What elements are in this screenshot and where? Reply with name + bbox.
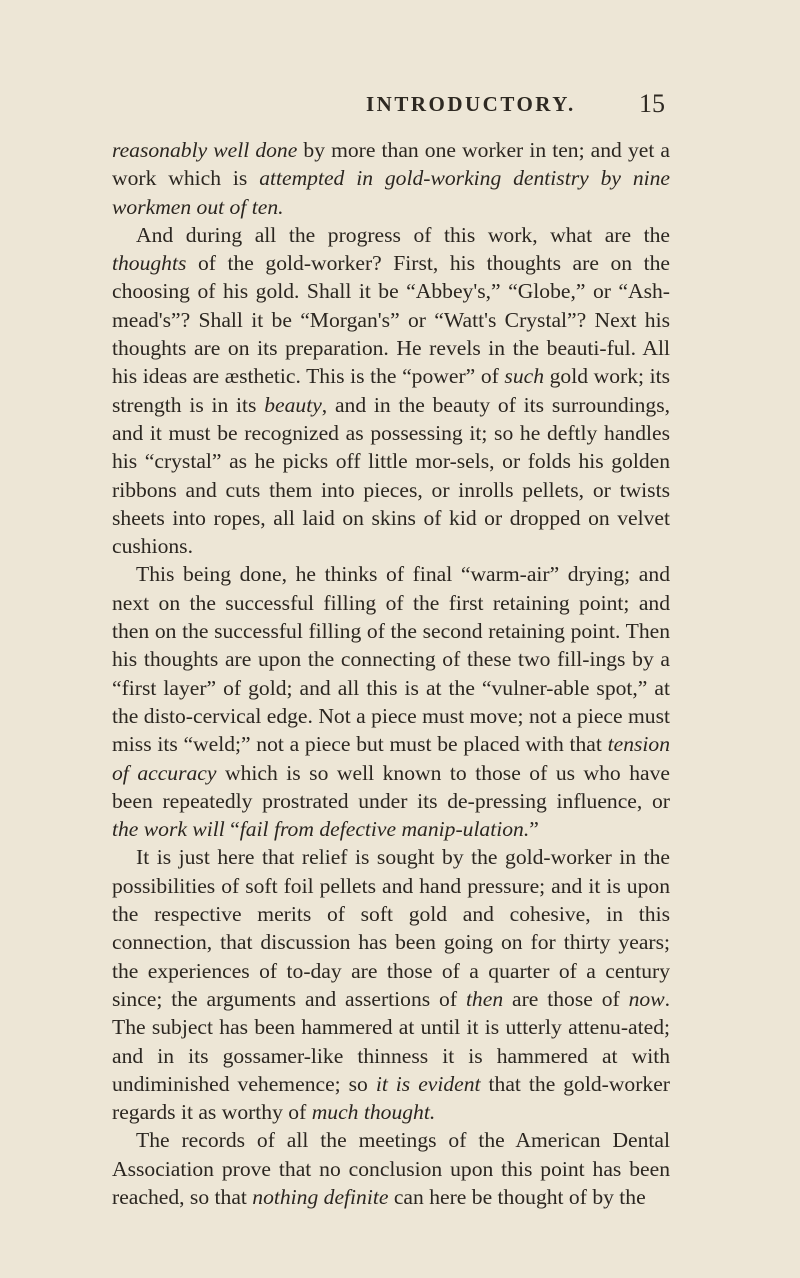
text-run: that the gold-worker regards it as worthy of (112, 1071, 670, 1125)
chapter-heading: INTRODUCTORY. (366, 92, 576, 116)
paragraph (112, 221, 670, 561)
paragraph (112, 136, 670, 221)
text-run: . The subject has been hammered at until it is utterly attenu-ated; and in its gossamer-like thinness it is hammered at with undiminished vehemence; so (112, 986, 670, 1096)
text-run: This being done, he thinks of final “warm-air” drying; and next on the successful filling of the first retaining point; and then on the successful filling of the second retaining point. Then his thoughts are upon the connecting of these two fill-ings by a “first layer” of gold; and all this is at the “vulner-able spot,” at the disto-cervical edge. Not a piece must move; not a piece must miss its “weld;” not a piece but must be placed with that (112, 562, 670, 757)
italic-run: much thought. (311, 1100, 436, 1125)
italic-run: now (628, 986, 665, 1011)
text-run: ” (529, 817, 539, 842)
italic-run: it is evident (375, 1071, 481, 1096)
text-run: And during all the progress of this work, what are the (136, 222, 670, 247)
italic-run: attempted in gold-working dentistry by nine workmen out of ten. (112, 166, 670, 219)
paragraph (112, 843, 670, 1126)
paragraph (112, 1126, 670, 1211)
italic-run: fail from defective manip-ulation. (239, 817, 530, 842)
italic-run: then (465, 986, 504, 1011)
italic-run: beauty (264, 392, 322, 417)
text-run: which is so well known to those of us who have been repeatedly prostrated under its de-pressing influence, or (112, 760, 671, 813)
paragraph (112, 560, 670, 843)
italic-run: nothing definite (252, 1184, 389, 1209)
italic-run: tension of accuracy (112, 732, 670, 785)
text-run: , and in the beauty of its surroundings, and it must be recognized as possessing it; so he deftly handles his “crystal” as he picks off little mor-sels, or folds his golden ribbons and cuts them into pieces, or inrolls pellets, or twists sheets into ropes, all laid on skins of kid or dropped on velvet cushions. (112, 392, 671, 559)
page-number: 15 (639, 89, 665, 118)
italic-run: such (504, 364, 545, 389)
text-run: can here be thought of by the (388, 1184, 646, 1209)
text-run: by more than one worker in ten; and yet a work which is (112, 138, 671, 191)
running-head (0, 89, 800, 122)
text-run: of the gold-worker? First, his thoughts are on the choosing of his gold. Shall it be “Abbey's,” “Globe,” or “Ash-mead's”? Shall it be “Morgan's” or “Watt's Crystal”? Next his thoughts are on its preparation. He revels in the beauti-ful. All his ideas are æsthetic. This is the “power” of (112, 251, 670, 389)
italic-run: thoughts (112, 251, 187, 276)
text-run: The records of all the meetings of the American Dental Association prove that no conclusion upon this point has been reached, so that (112, 1128, 670, 1209)
text-run: It is just here that relief is sought by the gold-worker in the possibilities of soft foil pellets and hand pressure; and it is upon the respective merits of soft gold and cohesive, in this connection, that discussion has been going on for thirty years; the experiences of to-day are those of a quarter of a century since; the arguments and assertions of (112, 845, 670, 1011)
text-run: are those of (503, 986, 629, 1011)
italic-run: reasonably well done (112, 138, 298, 162)
text-run: “ (224, 817, 240, 842)
text-run: gold work; its strength is in its (112, 364, 670, 417)
italic-run: the work will (112, 817, 225, 842)
body-text (112, 136, 670, 1211)
